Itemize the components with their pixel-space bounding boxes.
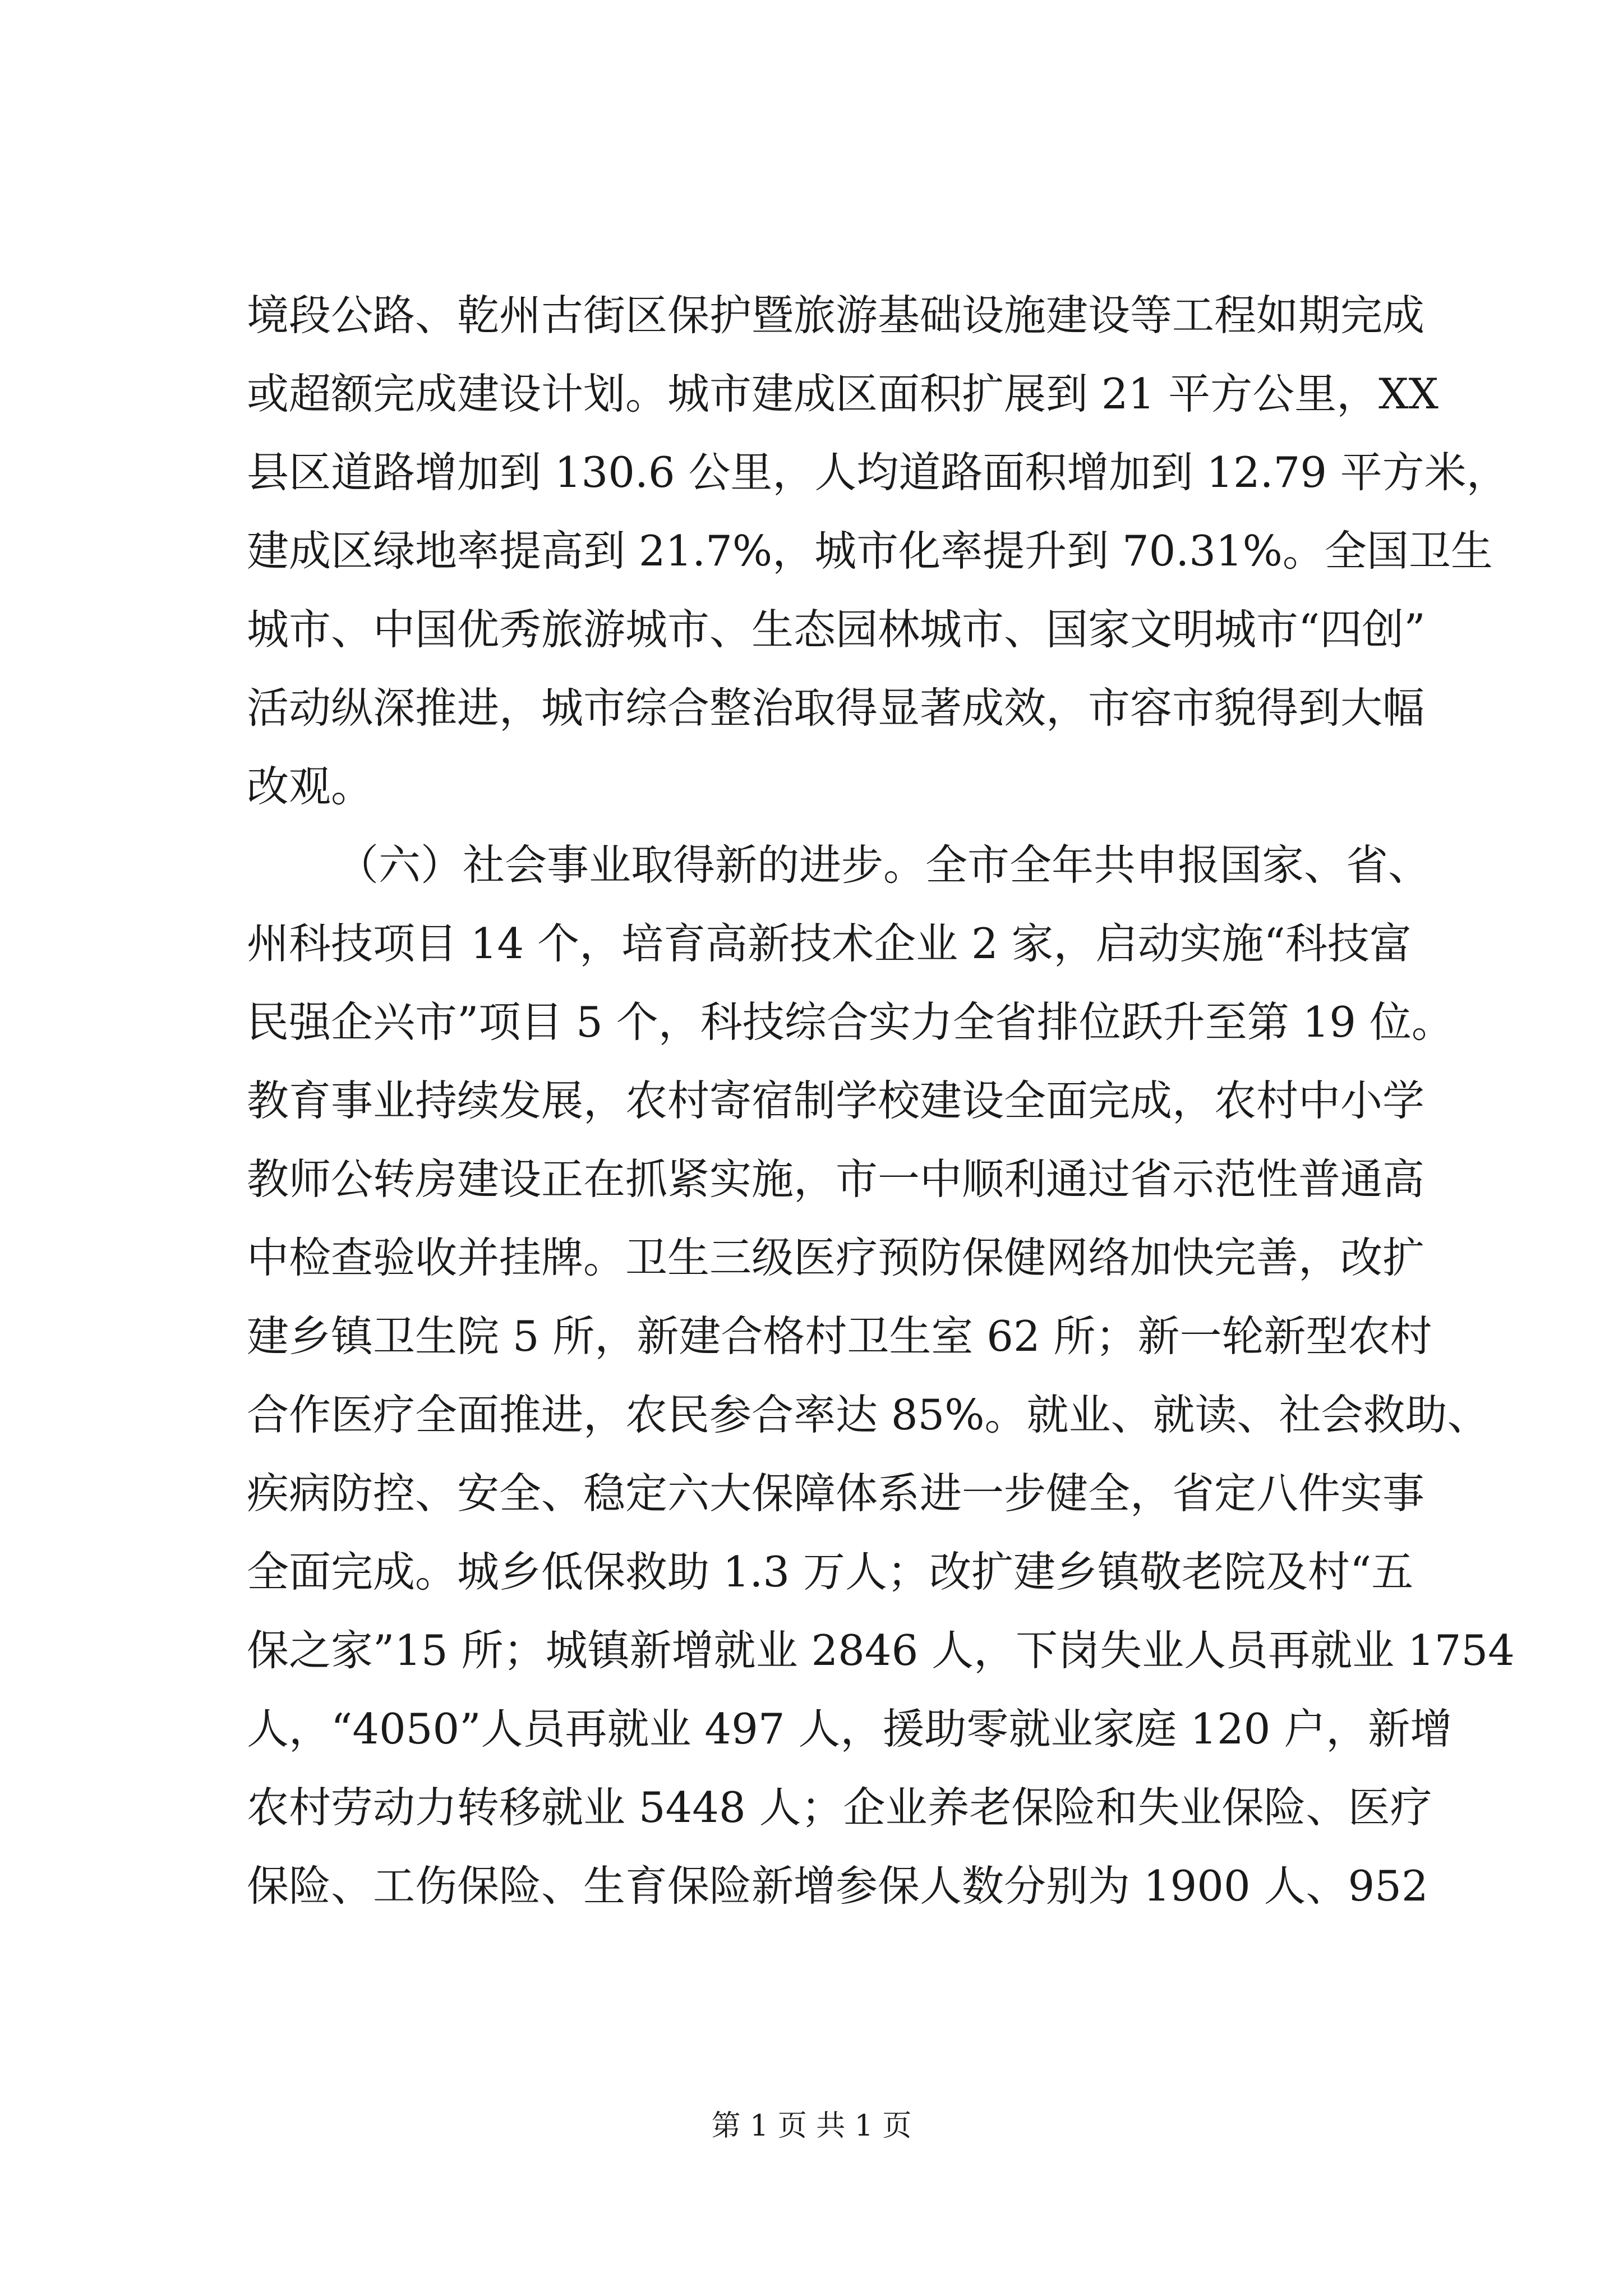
text-line: 建乡镇卫生院 5 所，新建合格村卫生室 62 所；新一轮新型农村	[247, 1312, 1432, 1361]
text-line: 保之家”15 所；城镇新增就业 2846 人，下岗失业人员再就业 1754	[247, 1626, 1515, 1675]
text-line: 县区道路增加到 130.6 公里，人均道路面积增加到 12.79 平方米，	[247, 448, 1509, 497]
text-line: 人，“4050”人员再就业 497 人，援助零就业家庭 120 户，新增	[247, 1704, 1453, 1754]
text-line: 城市、中国优秀旅游城市、生态园林城市、国家文明城市“四创”	[247, 605, 1426, 654]
text-line: 教育事业持续发展，农村寄宿制学校建设全面完成，农村中小学	[247, 1076, 1425, 1125]
text-line: 州科技项目 14 个，培育高新技术企业 2 家，启动实施“科技富	[247, 919, 1412, 968]
text-line: 活动纵深推进，城市综合整治取得显著成效，市容市貌得到大幅	[247, 683, 1425, 733]
text-line: 改观。	[247, 762, 374, 811]
text-line: 合作医疗全面推进，农民参合率达 85%。就业、就读、社会救助、	[247, 1390, 1490, 1439]
page-number: 第 1 页 共 1 页	[711, 2109, 912, 2143]
text-line: 疾病防控、安全、稳定六大保障体系进一步健全，省定八件实事	[247, 1469, 1425, 1518]
text-line: 全面完成。城乡低保救助 1.3 万人；改扩建乡镇敬老院及村“五	[247, 1547, 1414, 1596]
text-line: 保险、工伤保险、生育保险新增参保人数分别为 1900 人、952	[247, 1861, 1428, 1911]
body-text	[247, 0, 1515, 2076]
text-line: 或超额完成建设计划。城市建成区面积扩展到 21 平方公里，XX	[247, 369, 1438, 418]
page-footer	[0, 2098, 1623, 2154]
text-line: 境段公路、乾州古街区保护暨旅游基础设施建设等工程如期完成	[247, 291, 1425, 340]
text-line: 民强企兴市”项目 5 个，科技综合实力全省排位跃升至第 19 位。	[247, 997, 1454, 1047]
text-line: 建成区绿地率提高到 21.7%，城市化率提升到 70.31%。全国卫生	[247, 526, 1493, 576]
text-line: 教师公转房建设正在抓紧实施，市一中顺利通过省示范性普通高	[247, 1154, 1425, 1204]
section-heading-line: （六）社会事业取得新的进步。全市全年共申报国家、省、	[336, 840, 1431, 890]
text-line: 农村劳动力转移就业 5448 人；企业养老保险和失业保险、医疗	[247, 1783, 1432, 1832]
text-line: 中检查验收并挂牌。卫生三级医疗预防保健网络加快完善，改扩	[247, 1233, 1425, 1282]
